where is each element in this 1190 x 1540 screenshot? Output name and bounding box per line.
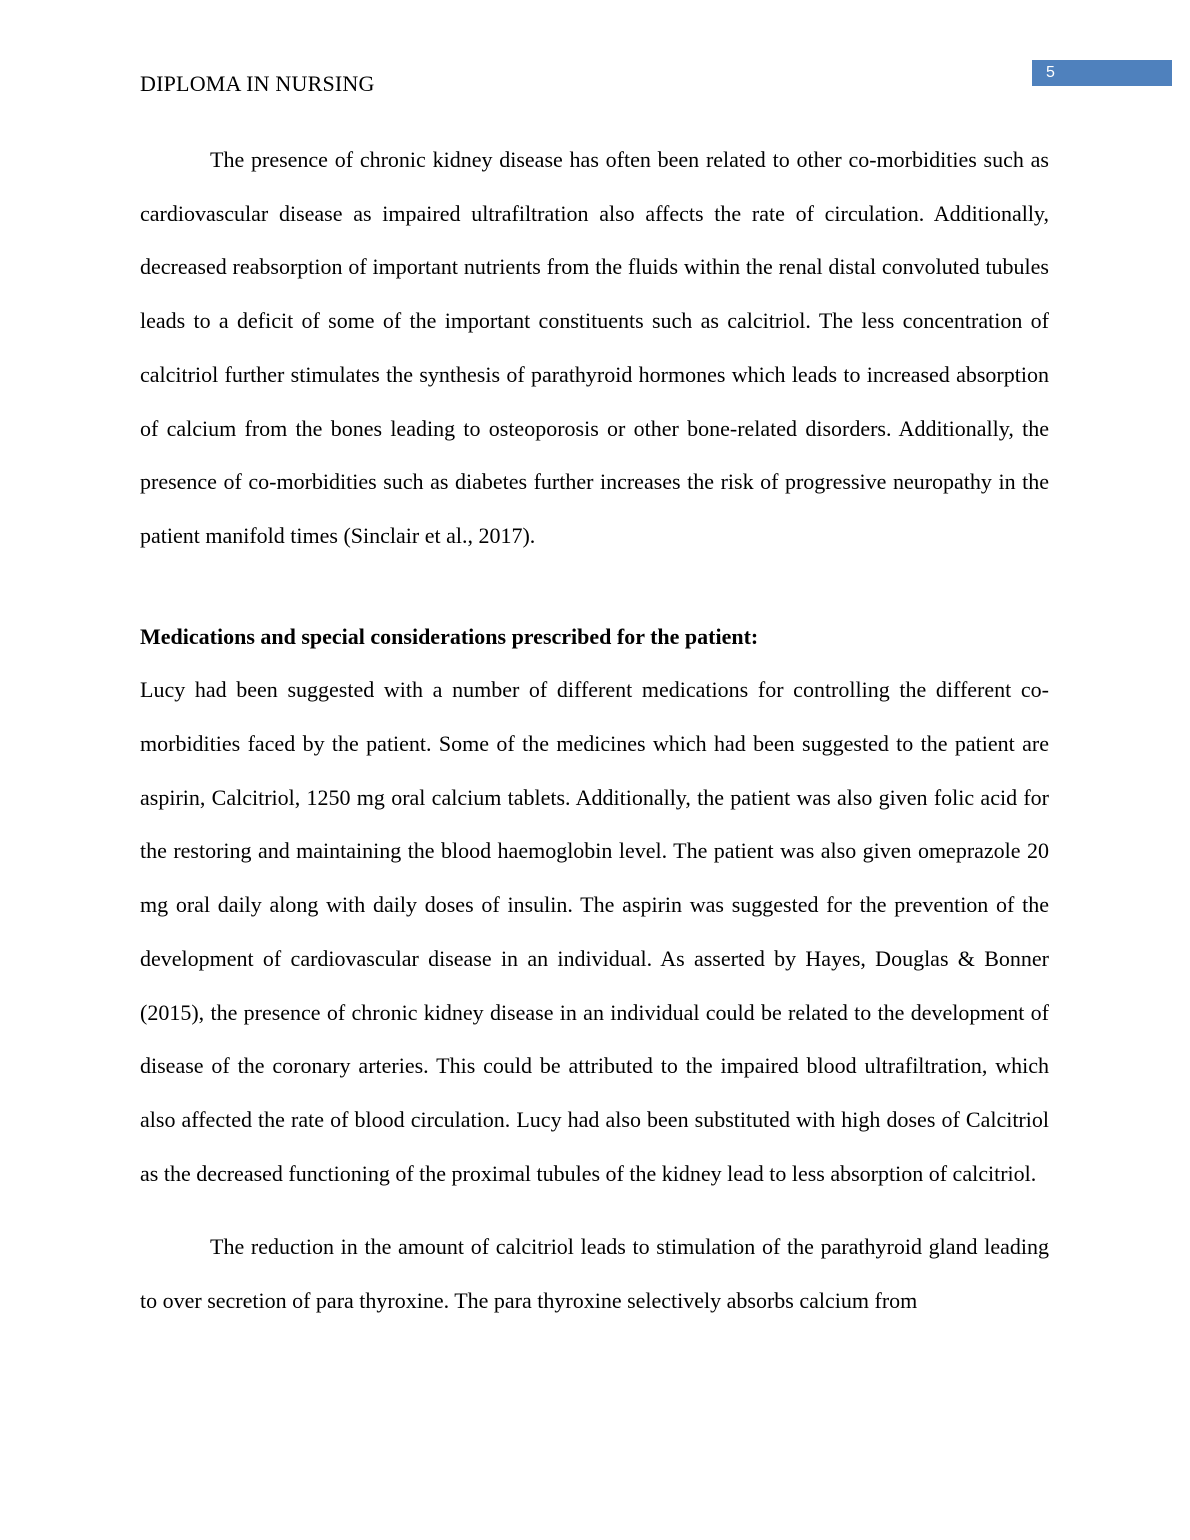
page-number: 5 (1032, 60, 1172, 86)
paragraph-medications: Lucy had been suggested with a number of different medications for controlling the different co-morbidities faced by the patient. Some of the medicines which had been suggested to the patient are aspirin, Calcitriol, 1250 mg oral calcium tablets. Additionally, the patient was also given folic acid for the restoring and maintaining the blood haemoglobin level. The patient was also given omeprazole 20 mg oral daily along with daily doses of insulin. The aspirin was suggested for the prevention of the development of cardiovascular disease in an individual. As asserted by Hayes, Douglas & Bonner (2015), the presence of chronic kidney disease in an individual could be related to the development of disease of the coronary arteries. This could be attributed to the impaired blood ultrafiltration, which also affected the rate of blood circulation. Lucy had also been substituted with high doses of Calcitriol as the decreased functioning of the proximal tubules of the kidney lead to less absorption of calcitriol. (140, 677, 1049, 1186)
paragraph-comorbidities: The presence of chronic kidney disease has often been related to other co-morbidities such as cardiovascular disease as impaired ultrafiltration also affects the rate of circulation. Additionally, decreased reabsorption of important nutrients from the fluids within the renal distal convoluted tubules leads to a deficit of some of the important constituents such as calcitriol. The less concentration of calcitriol further stimulates the synthesis of parathyroid hormones which leads to increased absorption of calcium from the bones leading to osteoporosis or other bone-related disorders. Additionally, the presence of co-morbidities such as diabetes further increases the risk of progressive neuropathy in the patient manifold times (Sinclair et al., 2017). (140, 147, 1049, 548)
document-body (140, 133, 1049, 1328)
paragraph-spacer (140, 1200, 1049, 1220)
section-heading-medications: Medications and special considerations prescribed for the patient: (140, 623, 759, 649)
running-head: DIPLOMA IN NURSING (140, 71, 375, 96)
paragraph-calcitriol: The reduction in the amount of calcitriol leads to stimulation of the parathyroid gland leading to over secretion of para thyroxine. The para thyroxine selectively absorbs calcium from (140, 1234, 1049, 1314)
paragraph-spacer (140, 563, 1049, 610)
